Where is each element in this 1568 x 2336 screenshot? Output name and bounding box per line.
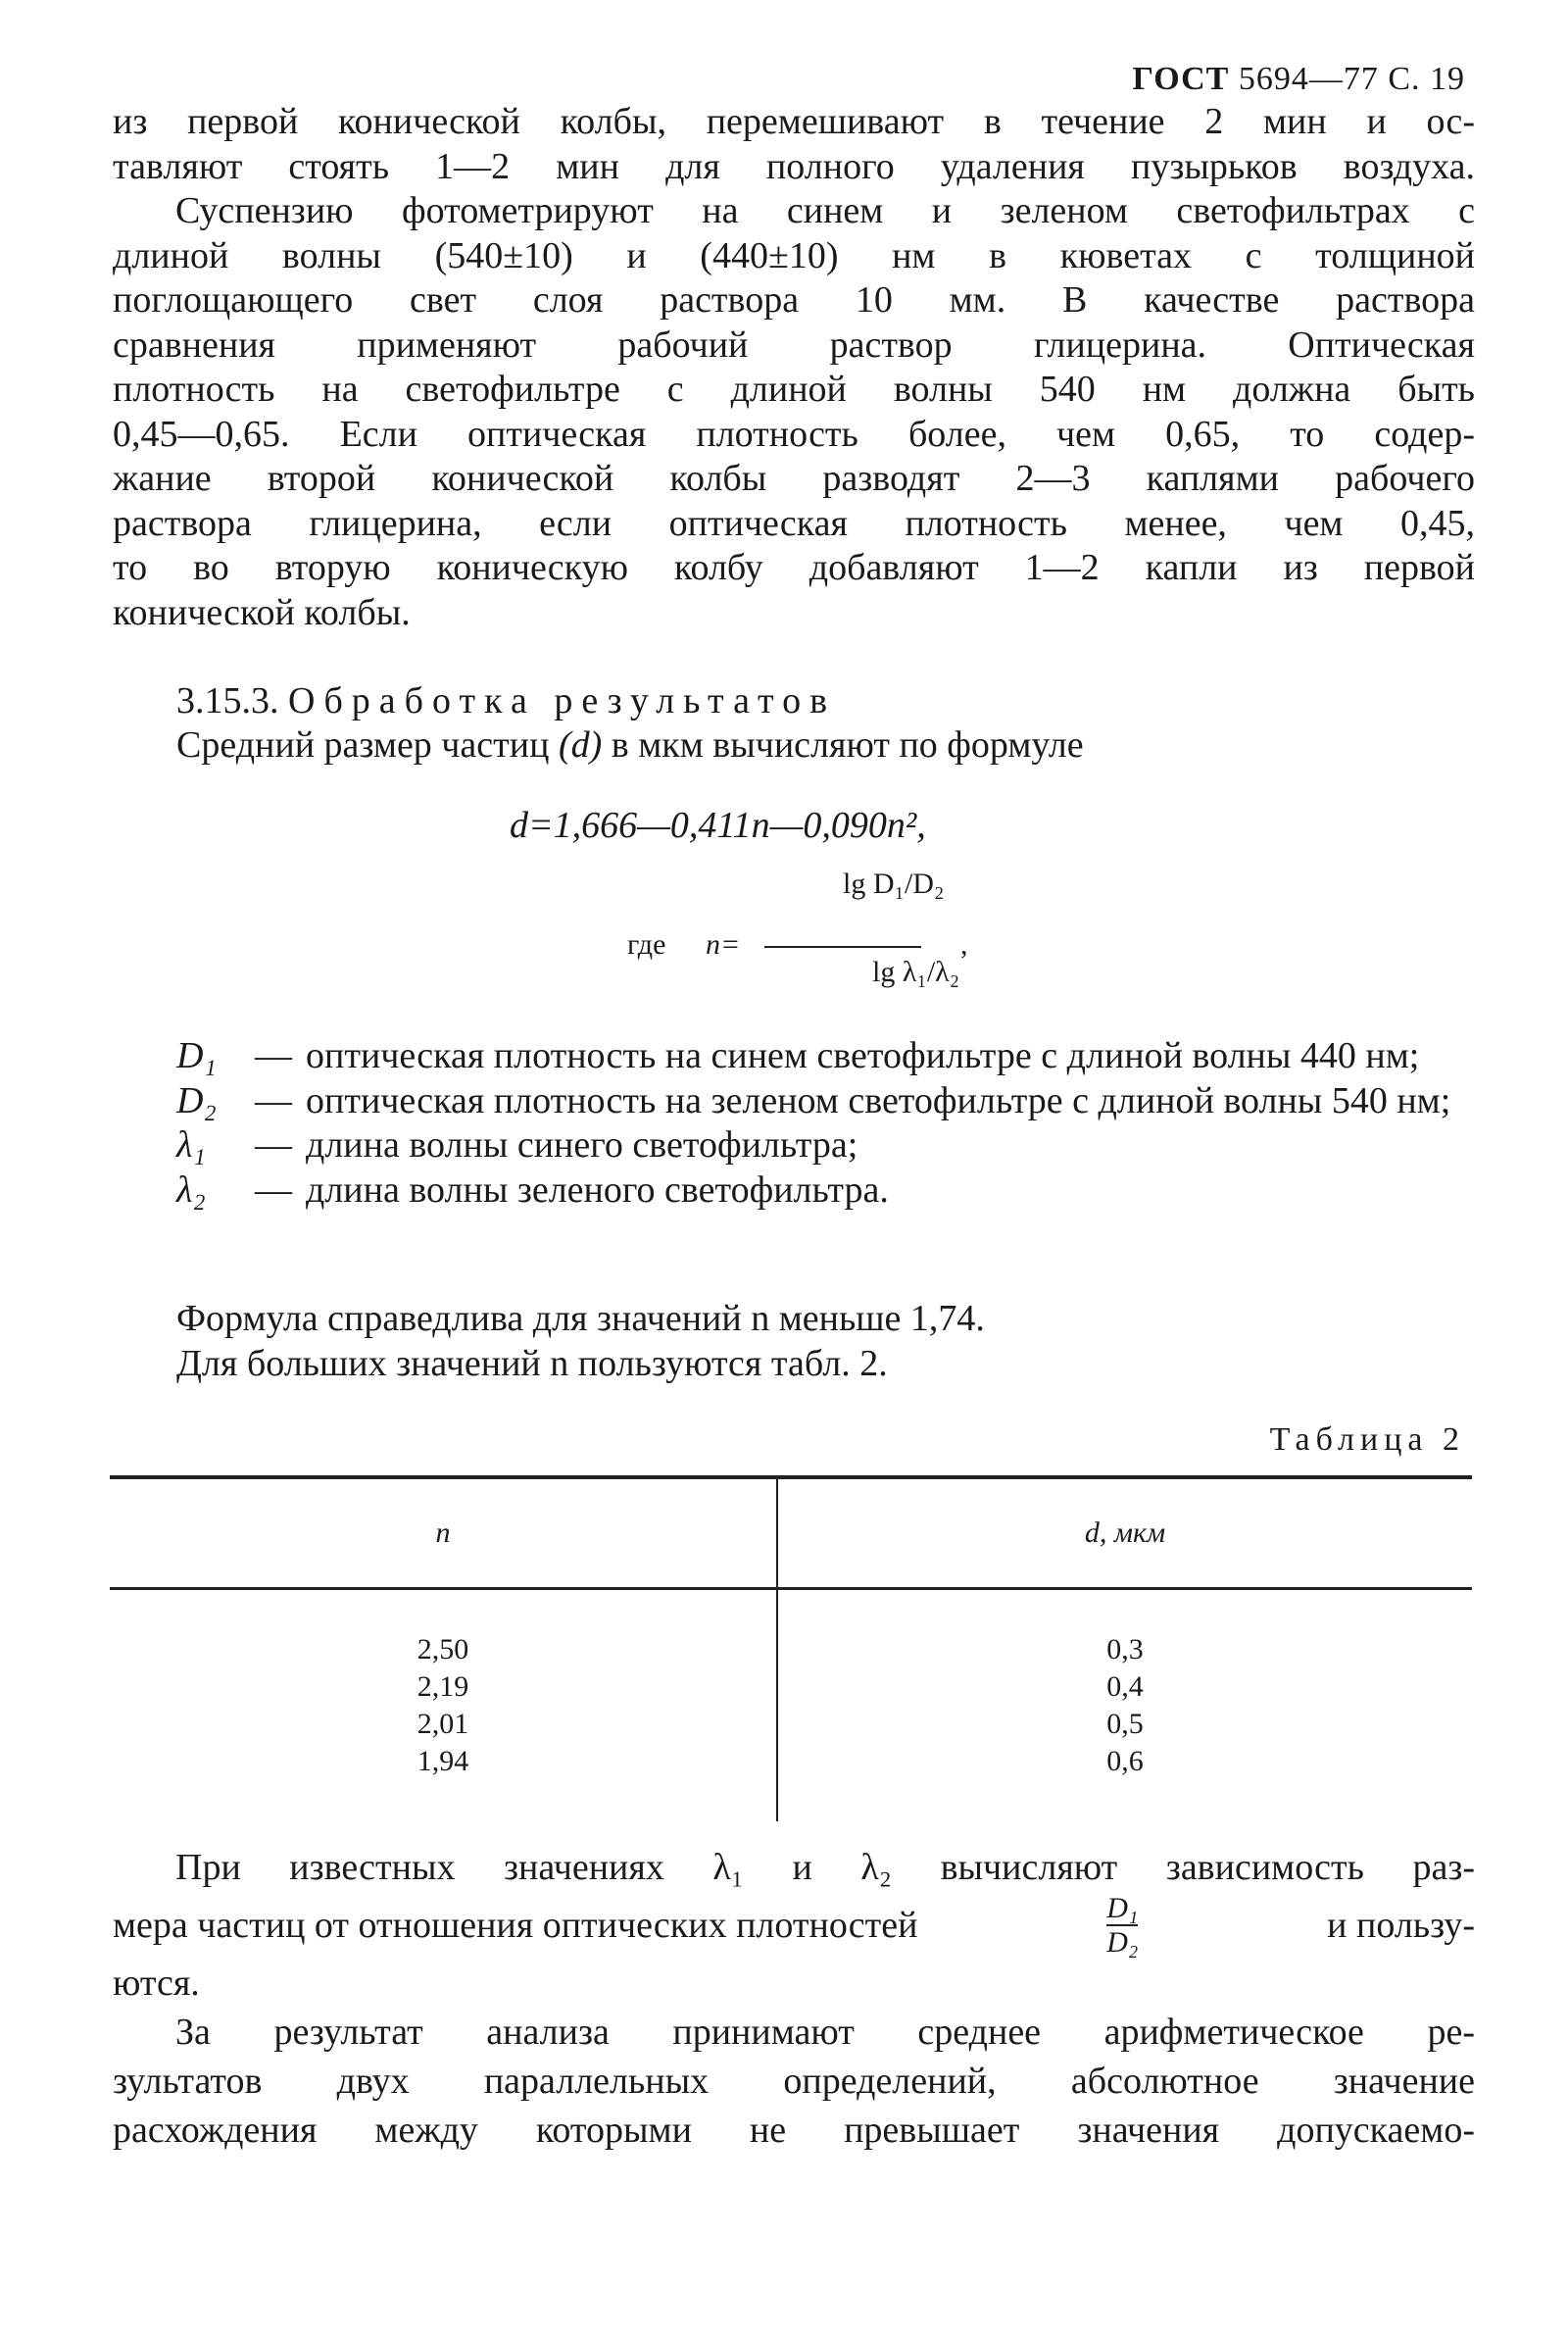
definition-symbol: λ₁ (176, 1124, 206, 1166)
page-header (1132, 61, 1465, 98)
text-line: жание второй конической колбы разводят 2—3 каплями рабочего (113, 458, 1475, 499)
definitions-list (176, 1034, 1475, 1213)
text-line: плотность на светофильтре с длиной волны 540 нм должна быть (113, 369, 1475, 410)
fraction-denominator: D₂ (1106, 1926, 1139, 1959)
gost-number-page: 5694—77 С. 19 (1238, 61, 1465, 97)
cell-d: 0,6 (1106, 1745, 1144, 1777)
cell-d: 0,3 (1106, 1633, 1144, 1665)
text-line: ются. (113, 1963, 200, 2004)
note-line: Формула справедлива для значений n меньше 1,74. (176, 1298, 985, 1339)
paragraph-continuation (113, 100, 1475, 189)
text-line: расхождения между которыми не превышает значения допускаемо- (113, 2110, 1475, 2151)
cell-n: 2,01 (110, 1706, 777, 1743)
text-segment: и пользу- (1327, 1905, 1475, 1946)
formula-expression: d=1,666—0,411n—0,090n², (510, 805, 926, 846)
note-line: Для больших значений n пользуются табл. 2. (176, 1342, 888, 1384)
definition-item (176, 1123, 1475, 1168)
table-2 (110, 1475, 1472, 1821)
formula-n-definition (627, 868, 1039, 1024)
definition-dash: — (255, 1079, 292, 1121)
definition-text: оптическая плотность на зеленом светофильтре с длиной волны 540 нм; (306, 1079, 1451, 1121)
table-row (110, 1743, 1472, 1780)
text-line: поглощающего свет слоя раствора 10 мм. В качестве раствора (113, 279, 1475, 321)
gost-label: ГОСТ (1132, 61, 1230, 97)
table-caption: Таблица 2 (1269, 1421, 1465, 1458)
table-row (110, 1706, 1472, 1743)
definition-dash: — (255, 1035, 292, 1076)
formula-denominator: lg λ₁/λ₂ (872, 956, 960, 988)
text-line: раствора глицерина, если оптическая плотность менее, чем 0,45, (113, 502, 1475, 544)
definition-symbol: D₁ (176, 1035, 217, 1076)
table-row (110, 1668, 1472, 1706)
text-line: 0,45—0,65. Если оптическая плотность более, чем 0,65, то содер- (113, 413, 1475, 455)
definition-item (176, 1168, 1475, 1214)
text-line: из первой конической колбы, перемешивают в течение 2 мин и ос- (113, 101, 1475, 142)
text-line: При известных значениях λ₁ и λ₂ вычисляют зависимость раз- (175, 1847, 1475, 1888)
definition-symbol: λ₂ (176, 1168, 206, 1211)
where-label: где (627, 928, 666, 961)
cell-n: 2,19 (110, 1668, 777, 1706)
fraction-numerator: D₁ (1106, 1892, 1139, 1924)
text-line: то во вторую коническую колбу добавляют 1—2 капли из первой (113, 547, 1475, 588)
formula-numerator: lg D₁/D₂ (843, 868, 945, 900)
text-segment: мера частиц от отношения оптических плотностей (113, 1905, 918, 1946)
cell-d: 0,5 (1106, 1708, 1144, 1740)
section-title: Обработка результатов (288, 680, 837, 721)
formula-comma: , (960, 928, 968, 961)
ratio-fraction (1106, 1892, 1138, 1959)
intro-text: Средний размер частиц (176, 724, 550, 766)
definition-text: оптическая плотность на синем светофильтре с длиной волны 440 нм; (306, 1035, 1420, 1076)
definition-text: длина волны зеленого светофильтра. (306, 1168, 889, 1211)
formula-notes (176, 1297, 985, 1386)
definition-dash: — (255, 1124, 292, 1166)
fraction-bar (764, 946, 921, 948)
n-variable: n= (706, 928, 741, 961)
definition-item (176, 1034, 1475, 1079)
text-line: За результат анализа принимают среднее арифметическое ре- (175, 2012, 1475, 2053)
section-heading (176, 679, 1475, 724)
cell-n: 2,50 (110, 1631, 777, 1668)
column-header-d: d, мкм (777, 1477, 1472, 1589)
text-line: длиной волны (540±10) и (440±10) нм в кюветах с толщиной (113, 234, 1475, 276)
text-line: сравнения применяют рабочий раствор глицерина. Оптическая (113, 323, 1475, 366)
cell-d: 0,4 (1106, 1670, 1144, 1703)
column-header-n: n (110, 1477, 777, 1589)
text-line: зультатов двух параллельных определений, абсолютное значение (113, 2061, 1475, 2102)
table-row (110, 1631, 1472, 1668)
definition-text: длина волны синего светофильтра; (306, 1124, 858, 1166)
text-line: конической колбы. (113, 591, 411, 633)
intro-variable: (d) (558, 724, 603, 766)
paragraph-final (113, 1843, 1475, 2155)
text-line: тавляют стоять 1—2 мин для полного удаления пузырьков воздуха. (113, 145, 1475, 187)
definition-item (176, 1079, 1475, 1124)
text-line: Суспензию фотометрируют на синем и зеленом светофильтрах с (175, 190, 1475, 231)
section-intro (176, 723, 1475, 769)
table-header-row (110, 1477, 1472, 1589)
definition-symbol: D₂ (176, 1079, 217, 1121)
intro-text: в мкм вычисляют по формуле (611, 724, 1084, 766)
cell-n: 1,94 (110, 1743, 777, 1780)
paragraph-photometry (113, 189, 1475, 635)
text-line-with-fraction (113, 1892, 1475, 1959)
section-number: 3.15.3. (176, 680, 279, 721)
definition-dash: — (255, 1168, 292, 1211)
formula-main (510, 804, 926, 847)
